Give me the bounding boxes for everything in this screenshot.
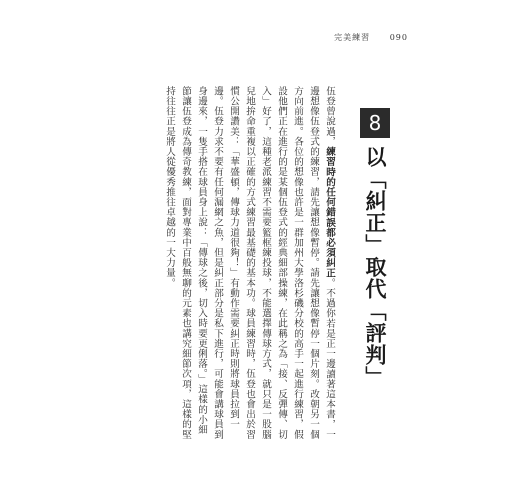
paragraph-lead: 伍登曾說過，	[324, 86, 335, 147]
header-title: 完美練習	[334, 33, 371, 42]
paragraph-rest: 。不過你若是正一邊讀著這本書，一邊想像伍登式的練習，請先讓想像暫停。請先讓想像暫停一個片刻。改朝另一個方向前進。各位的想像也許是一群加州大學洛杉磯分校的高手一起進行練習，假設他們正在進行的是某個伍登式的經典細部操練，在此稱之為「接、反彈傳、切入」好了，這種老派練習不需要籃框練投球，不能選擇傳球方式，就只是一股腦兒地拚命重複以正確的方式練習最基礎的基本功。球員練習時，伍登也會出於習慣公開讚美：「華盛頓，傳球力道很夠！」有動作需要糾正時則將球員拉到一邊。伍登力求不要有任何漏網之魚，但是糾正部分是私下進行，可能會講球員到身邊來，一隻手搭在球員身上說：「傳球之後，切入時要更俐落。」這樣的小細節讓伍登成為傳奇教練，面對專業中百般無聊的元素也講究細節次項，這樣的堅持往往正是將人從優秀推往卓越的一大力量。	[164, 86, 335, 440]
chapter-number: 8	[360, 108, 390, 138]
paragraph	[161, 86, 337, 441]
running-header	[334, 32, 408, 43]
chapter-title: 以「糾正」取代「評判」	[363, 146, 388, 388]
page-number: 090	[389, 33, 408, 42]
body-text	[137, 86, 337, 441]
emphasis-text: 練習時的任何錯誤都必須糾正	[324, 146, 335, 278]
